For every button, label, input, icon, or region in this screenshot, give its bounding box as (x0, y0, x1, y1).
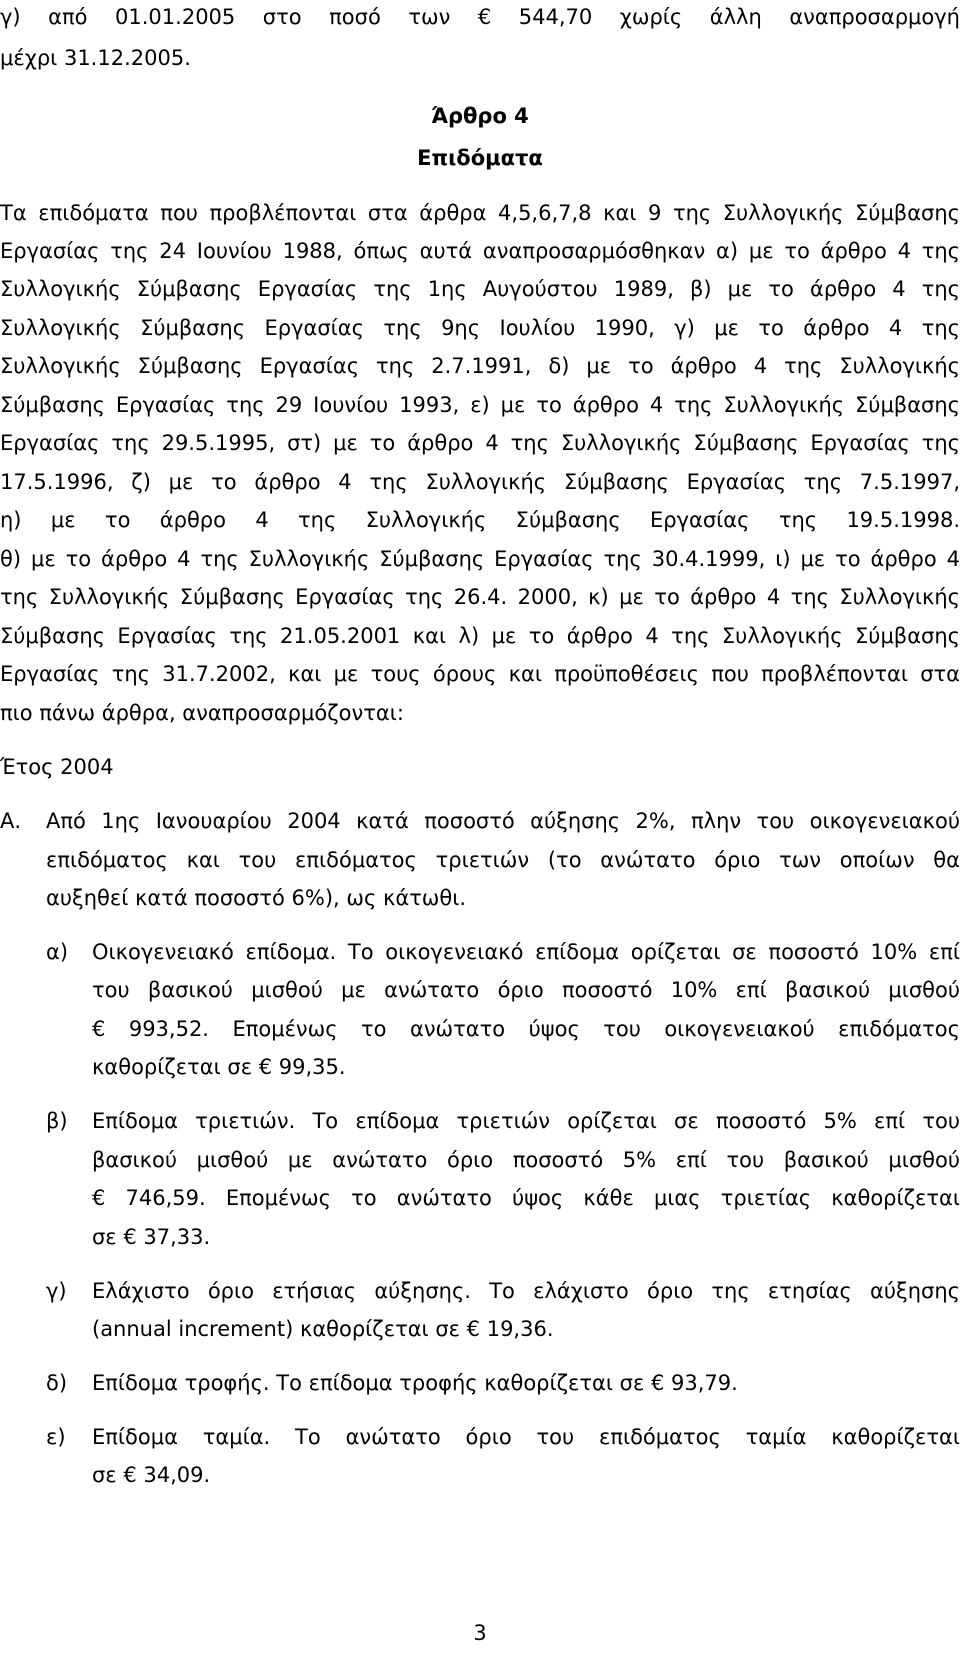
item-epsilon-line: Επίδομα ταμία. Το ανώτατο όριο του επιδόματος ταμία καθορίζεται (92, 1425, 960, 1449)
paragraph-line: της Συλλογικής Σύμβασης Εργασίας της 26.4. 2000, κ) με το άρθρο 4 της Συλλογικής (0, 585, 960, 609)
item-label-delta: δ) (46, 1371, 68, 1395)
paragraph-line: η) με το άρθρο 4 της Συλλογικής Σύμβασης Εργασίας της 19.5.1998. (0, 508, 960, 532)
page-number: 3 (473, 1621, 487, 1645)
article-title: Επιδόματα (417, 146, 543, 170)
paragraph-line: πιο πάνω άρθρα, αναπροσαρμόζονται: (0, 701, 404, 725)
year-heading: Έτος 2004 (0, 755, 114, 779)
paragraph-line: Εργασίας της 31.7.2002, και με τους όρους και προϋποθέσεις που προβλέπονται στα (0, 662, 960, 686)
item-alpha-line: Οικογενειακό επίδομα. Το οικογενειακό επίδομα ορίζεται σε ποσοστό 10% επί (92, 940, 960, 964)
item-epsilon-line: σε € 34,09. (92, 1463, 211, 1487)
item-beta-line: € 746,59. Επομένως το ανώτατο ύψος κάθε μιας τριετίας καθορίζεται (92, 1186, 960, 1210)
item-beta-line: σε € 37,33. (92, 1225, 211, 1249)
paragraph-line: Συλλογικής Σύμβασης Εργασίας της 1ης Αυγούστου 1989, β) με το άρθρο 4 της (0, 277, 960, 301)
paragraph-line: Τα επιδόματα που προβλέπονται στα άρθρα 4,5,6,7,8 και 9 της Συλλογικής Σύμβασης (0, 201, 960, 225)
item-gamma-line: (annual increment) καθορίζεται σε € 19,36. (92, 1317, 554, 1341)
paragraph-line: Εργασίας της 24 Ιουνίου 1988, όπως αυτά αναπροσαρμόσθηκαν α) με το άρθρο 4 της (0, 239, 960, 263)
paragraph-line: θ) με το άρθρο 4 της Συλλογικής Σύμβασης Εργασίας της 30.4.1999, ι) με το άρθρο 4 (0, 547, 960, 571)
item-gamma-line: Ελάχιστο όριο ετήσιας αύξησης. Το ελάχιστο όριο της ετησίας αύξησης (92, 1279, 960, 1303)
item-delta-line: Επίδομα τροφής. Το επίδομα τροφής καθορίζεται σε € 93,79. (92, 1371, 738, 1395)
section-a-line: αυξηθεί κατά ποσοστό 6%), ως κάτωθι. (46, 886, 467, 910)
paragraph-line: Σύμβασης Εργασίας της 21.05.2001 και λ) με το άρθρο 4 της Συλλογικής Σύμβασης (0, 624, 960, 648)
paragraph-line: Σύμβασης Εργασίας της 29 Ιουνίου 1993, ε) με το άρθρο 4 της Συλλογικής Σύμβασης (0, 393, 960, 417)
item-alpha-line: € 993,52. Επομένως το ανώτατο ύψος του οικογενειακού επιδόματος (92, 1017, 960, 1041)
item-label-alpha: α) (46, 940, 69, 964)
item-label-epsilon: ε) (46, 1425, 66, 1449)
intro-line-1: γ) από 01.01.2005 στο ποσό των € 544,70 χωρίς άλλη αναπροσαρμογή (0, 5, 960, 29)
item-alpha-line: καθορίζεται σε € 99,35. (92, 1055, 346, 1079)
intro-line-2: μέχρι 31.12.2005. (0, 46, 191, 70)
paragraph-line: 17.5.1996, ζ) με το άρθρο 4 της Συλλογικής Σύμβασης Εργασίας της 7.5.1997, (0, 470, 960, 494)
section-a-line: επιδόματος και του επιδόματος τριετιών (το ανώτατο όριο των οποίων θα (46, 848, 960, 872)
item-alpha-line: του βασικού μισθού με ανώτατο όριο ποσοστό 10% επί βασικού μισθού (92, 978, 960, 1002)
paragraph-line: Συλλογικής Σύμβασης Εργασίας της 2.7.1991, δ) με το άρθρο 4 της Συλλογικής (0, 354, 960, 378)
item-label-beta: β) (46, 1109, 68, 1133)
section-a-line: Από 1ης Ιανουαρίου 2004 κατά ποσοστό αύξησης 2%, πλην του οικογενειακού (46, 809, 960, 833)
article-number: Άρθρο 4 (431, 104, 529, 128)
item-beta-line: Επίδομα τριετιών. Το επίδομα τριετιών ορίζεται σε ποσοστό 5% επί του (92, 1109, 960, 1133)
paragraph-line: Συλλογικής Σύμβασης Εργασίας της 9ης Ιουλίου 1990, γ) με το άρθρο 4 της (0, 316, 960, 340)
item-beta-line: βασικού μισθού με ανώτατο όριο ποσοστό 5% επί του βασικού μισθού (92, 1148, 960, 1172)
section-a-label: Α. (0, 809, 22, 833)
paragraph-line: Εργασίας της 29.5.1995, στ) με το άρθρο 4 της Συλλογικής Σύμβασης Εργασίας της (0, 431, 960, 455)
item-label-gamma: γ) (46, 1279, 67, 1303)
